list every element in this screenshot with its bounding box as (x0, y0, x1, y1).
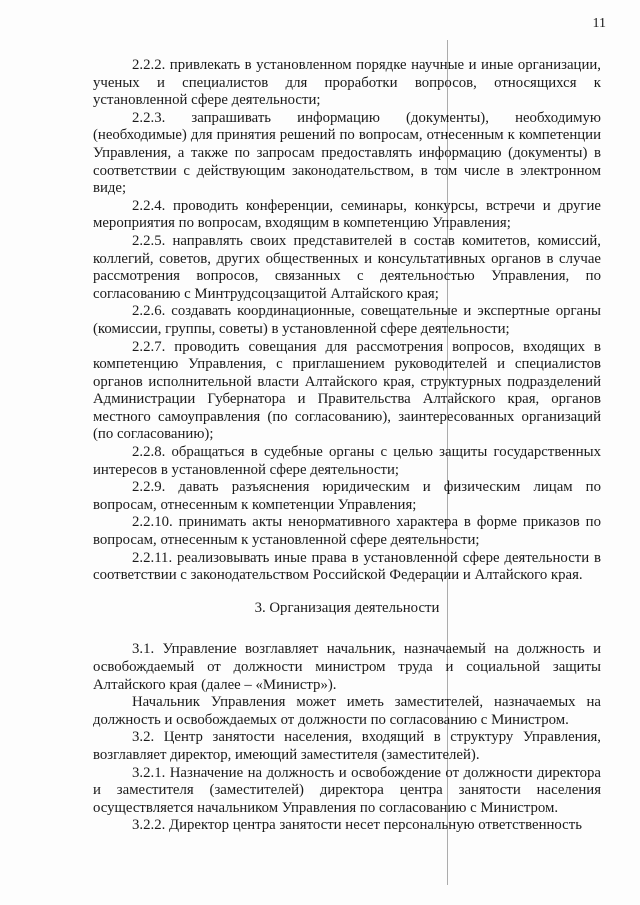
paragraph-2-2-4: 2.2.4. проводить конференции, семинары, конкурсы, встречи и другие мероприятия по вопросам, входящим в компетенцию Управления; (93, 197, 601, 232)
paragraph-2-2-8: 2.2.8. обращаться в судебные органы с целью защиты государственных интересов в установленной сфере деятельности; (93, 444, 601, 478)
section-3-heading: 3. Организация деятельности (254, 599, 440, 616)
paragraph-2-2-11: 2.2.11. реализовывать иные права в установленной сфере деятельности в соответствии с законодательством Российской Федерации и Алтайского края. (93, 549, 601, 584)
paragraph-3-2-1: 3.2.1. Назначение на должность и освобождение от должности директора и заместителя (заместителей) директора центра занятости населения осуществляется начальником Управления по согласованию с Министром. (93, 764, 601, 816)
paragraph-deputies: Начальник Управления может иметь заместителей, назначаемых на должность и освобождаемых от должности по согласованию с Министром. (93, 694, 601, 728)
paragraph-3-2-2: 3.2.2. Директор центра занятости несет персональную ответственность (132, 817, 582, 834)
paragraph-2-2-2: 2.2.2. привлекать в установленном порядке научные и иные организации, ученых и специалистов для проработки вопросов, относящихся к установленной сфере деятельности; (93, 57, 601, 109)
paragraph-2-2-10: 2.2.10. принимать акты ненормативного характера в форме приказов по вопросам, отнесенным к установленной сфере деятельности; (93, 514, 601, 549)
paragraph-3-2: 3.2. Центр занятости населения, входящий в структуру Управления, возглавляет директор, имеющий заместителя (заместителей). (93, 729, 601, 763)
paragraph-2-2-6: 2.2.6. создавать координационные, совещательные и экспертные органы (комиссии, группы, советы) в установленной сфере деятельности; (93, 303, 601, 337)
page-number: 11 (592, 16, 606, 31)
document-body (93, 57, 601, 835)
paragraph-2-2-3: 2.2.3. запрашивать информацию (документы), необходимую (необходимые) для принятия решений по вопросам, отнесенным к компетенции Управления, а также по запросам предоставлять информацию (документы) в соответствии с действующим законодательством, в том числе в электронном виде; (93, 109, 601, 197)
paragraph-2-2-5: 2.2.5. направлять своих представителей в состав комитетов, комиссий, коллегий, советов, других общественных и консультативных органов в случае рассмотрения вопросов, связанных с деятельностью Управления, по согласованию с Минтрудсоцзащитой Алтайского края; (93, 232, 601, 302)
paragraph-3-1: 3.1. Управление возглавляет начальник, назначаемый на должность и освобождаемый от должности министром труда и социальной защиты Алтайского края (далее – «Министр»). (93, 641, 601, 693)
paragraph-2-2-7: 2.2.7. проводить совещания для рассмотрения вопросов, входящих в компетенцию Управления, с приглашением руководителей и специалистов органов исполнительной власти Алтайского края, структурных подразделений Администрации Губернатора и Правительства Алтайского края, органов местного самоуправления (по согласованию), заинтересованных организаций (по согласованию); (93, 338, 601, 443)
paragraph-2-2-9: 2.2.9. давать разъяснения юридическим и физическим лицам по вопросам, отнесенным к компетенции Управления; (93, 479, 601, 513)
